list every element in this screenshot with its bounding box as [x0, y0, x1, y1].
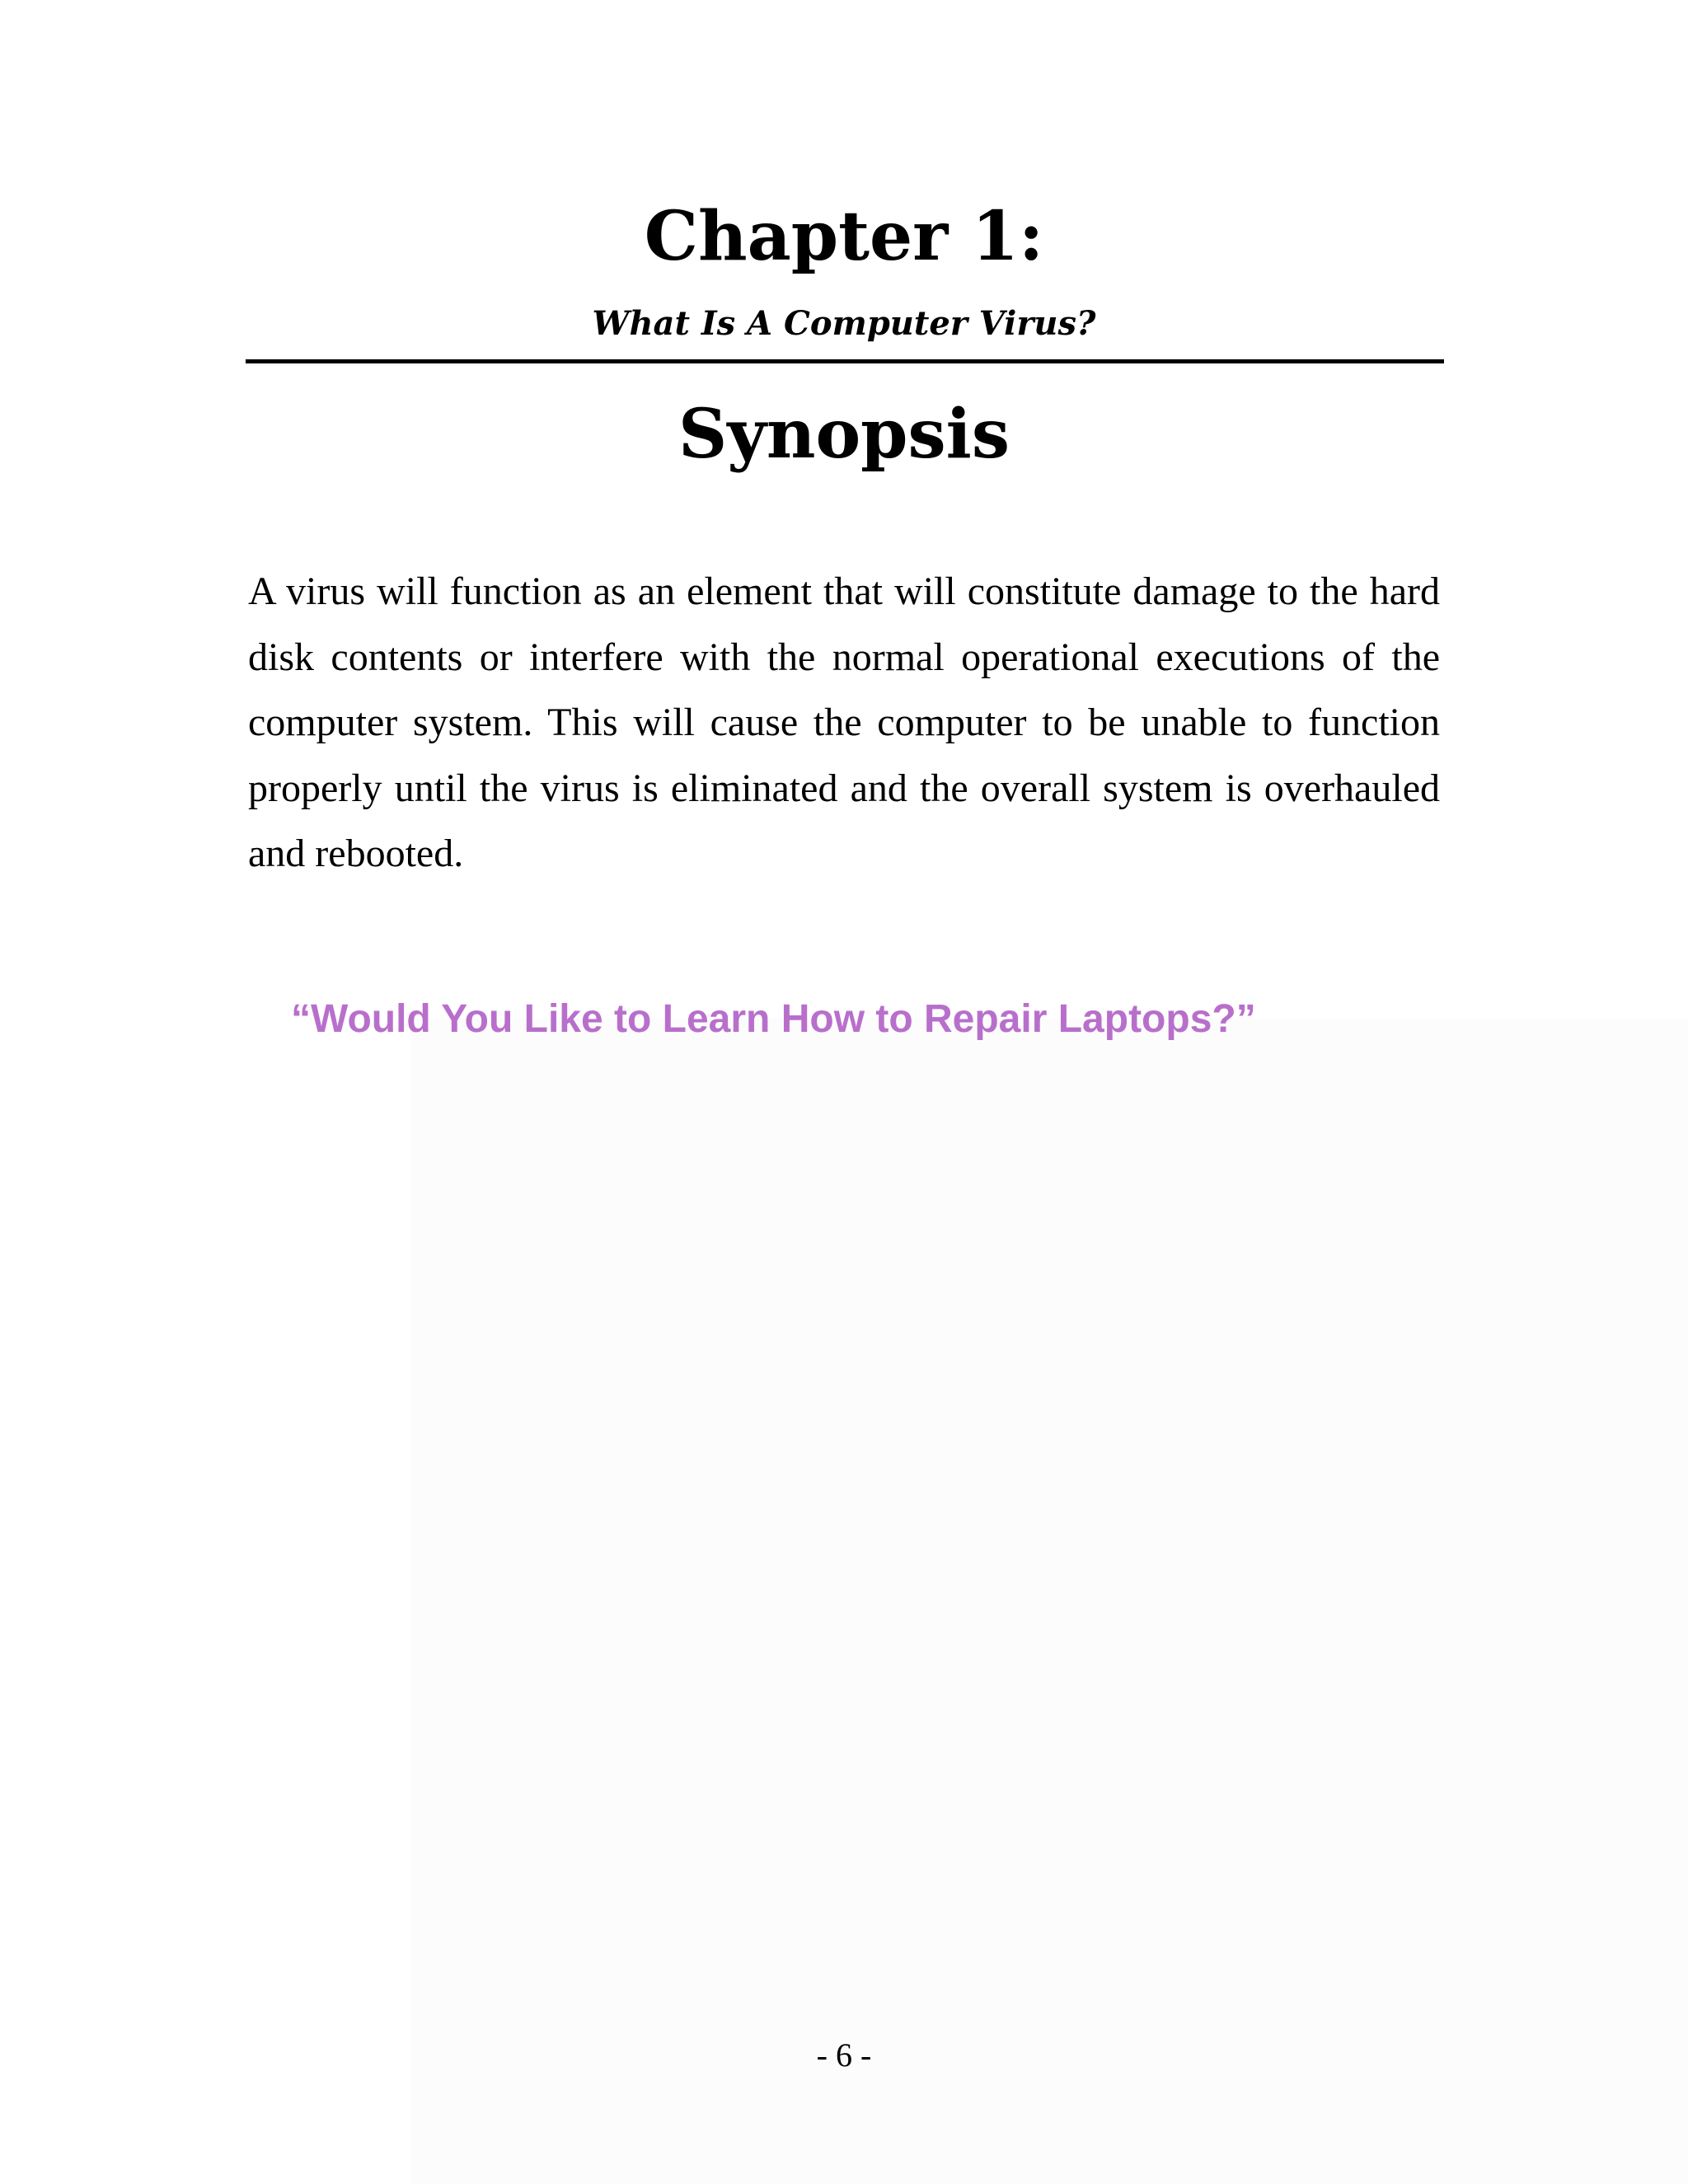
page-background-shade: [410, 1018, 1688, 2184]
title-divider: [246, 359, 1444, 363]
chapter-title: Chapter 1:: [644, 197, 1044, 276]
promo-link[interactable]: “Would You Like to Learn How to Repair Laptops?”: [291, 997, 1256, 1041]
chapter-subtitle: What Is A Computer Virus?: [592, 304, 1096, 343]
synopsis-paragraph: A virus will function as an element that will constitute damage to the hard disk contents or interfere with the normal operational executions of the computer system. This will cause the computer to be unable to function properly until the virus is eliminated and the overall system is overhauled and rebooted.: [248, 569, 1440, 875]
page-number: - 6 -: [816, 2036, 872, 2074]
section-title: Synopsis: [678, 395, 1010, 474]
